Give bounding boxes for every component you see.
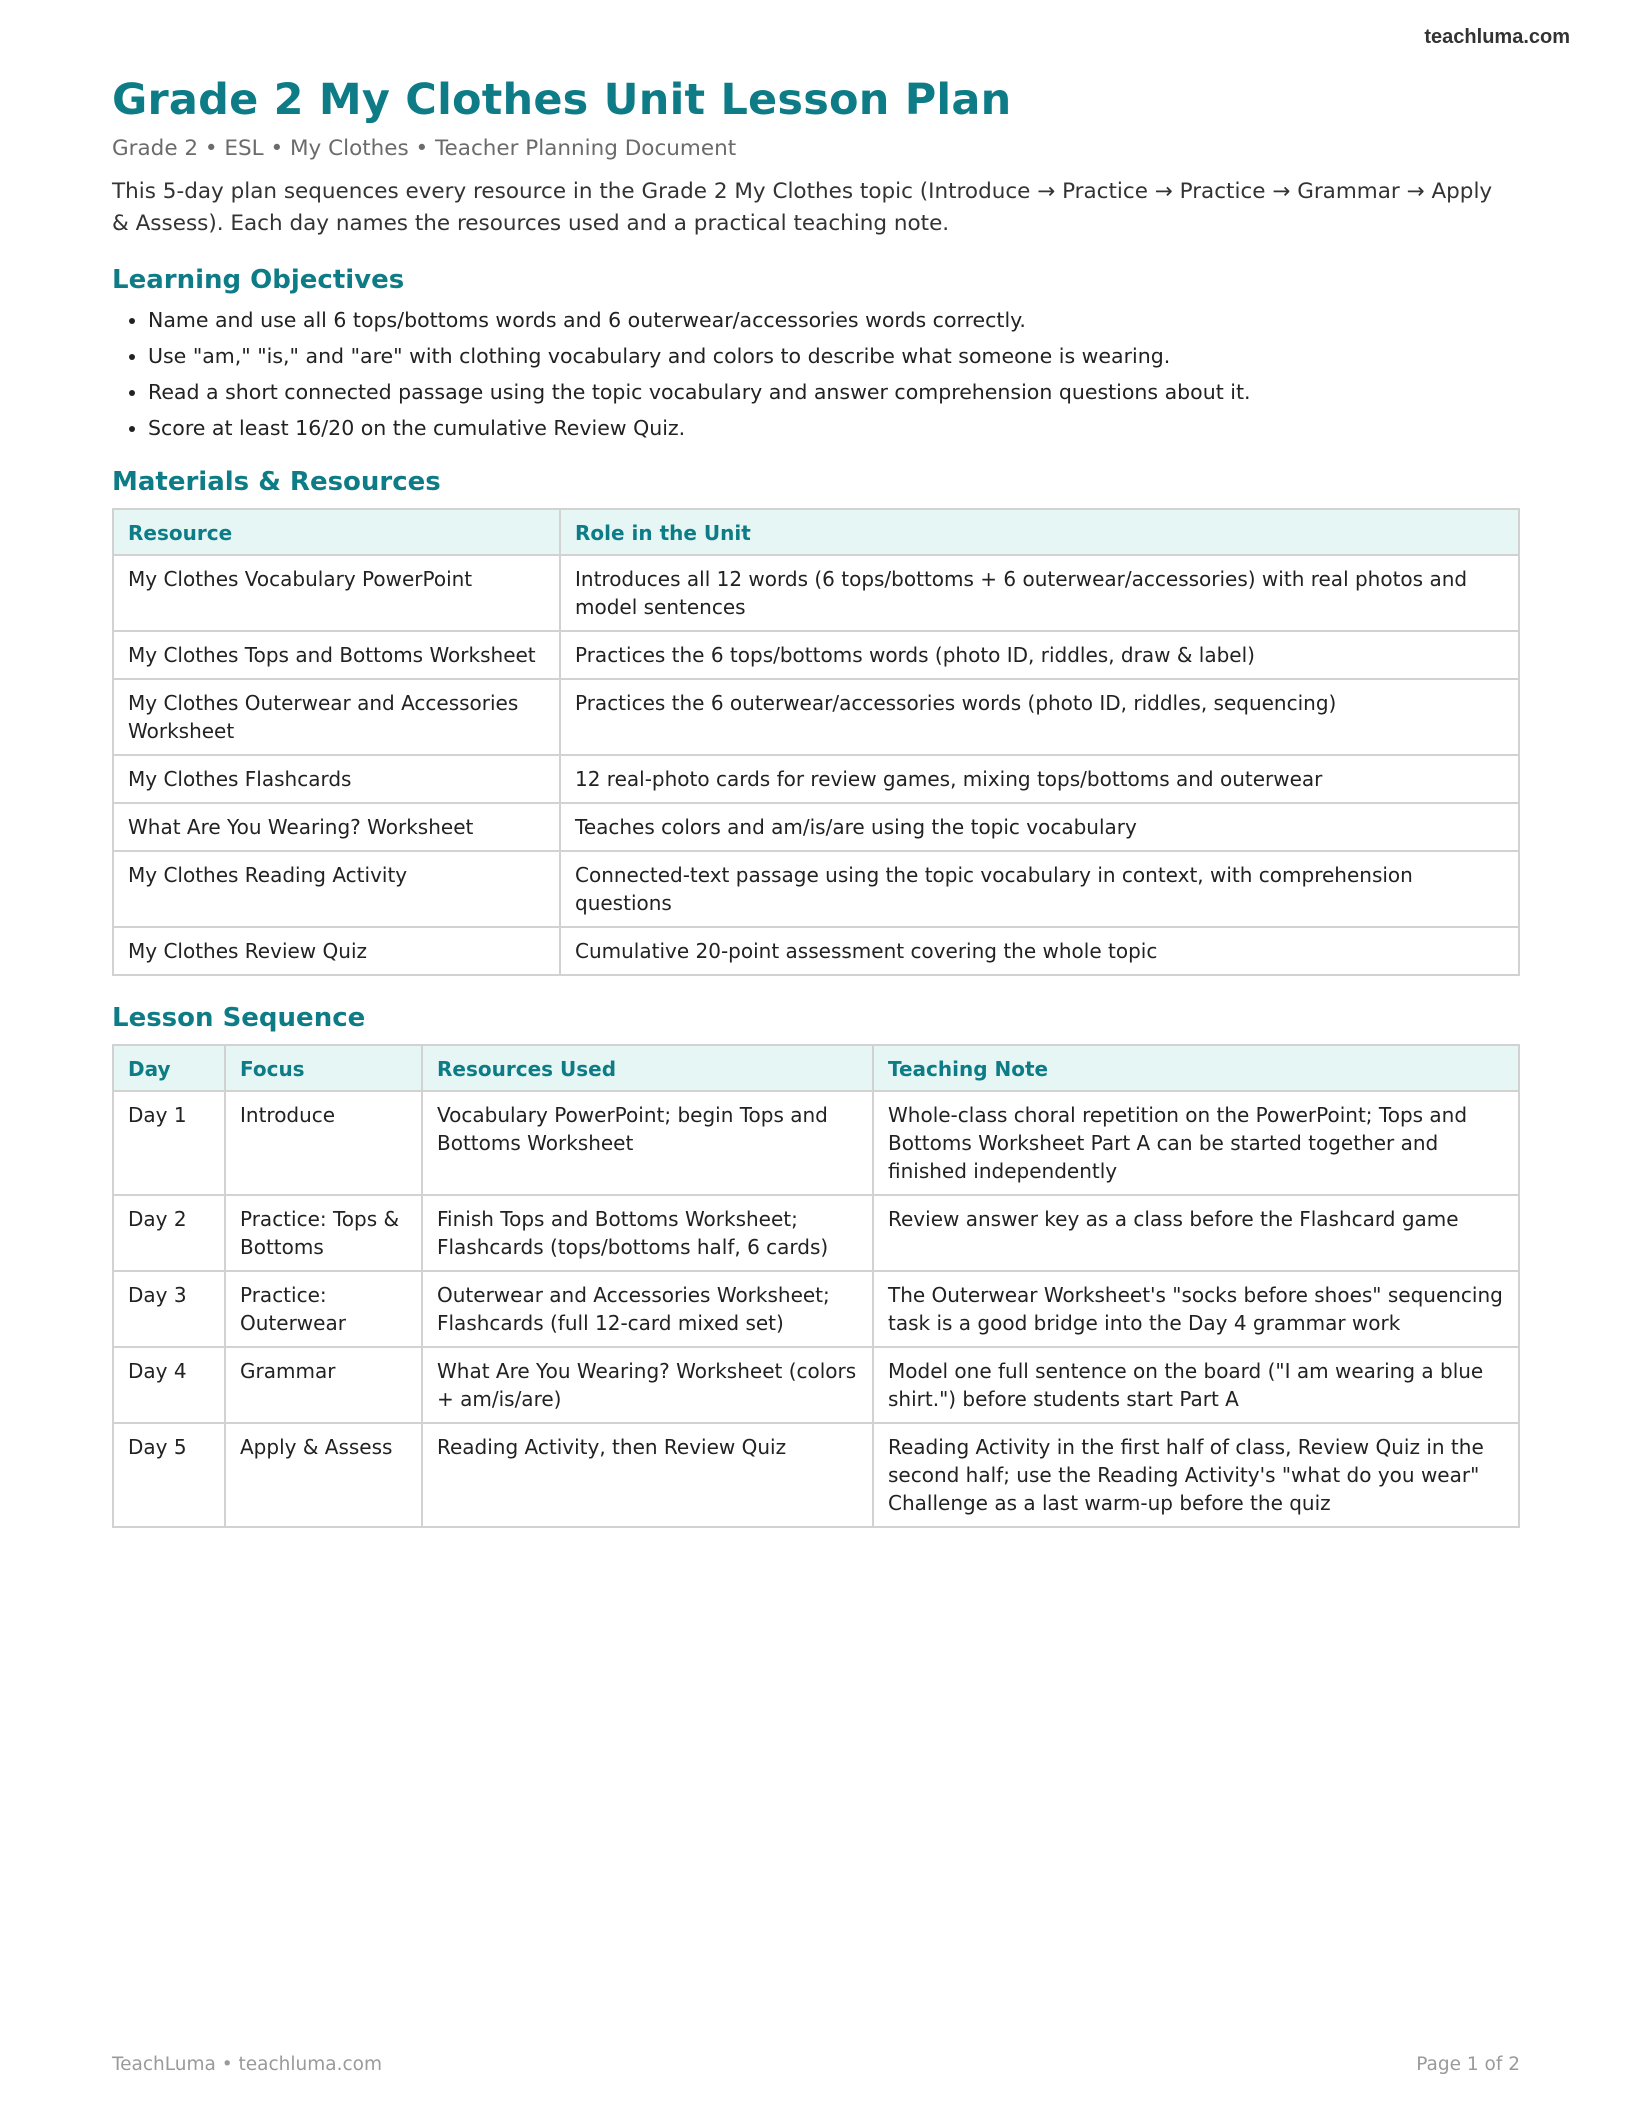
materials-section [112, 464, 1520, 976]
note-cell: Reading Activity in the first half of class, Review Quiz in the second half; use the Reading Activity's "what do you wear" Challenge as a last warm-up before the quiz [873, 1423, 1519, 1527]
objective-item: • Read a short connected passage using the topic vocabulary and answer comprehension questions about it. [148, 374, 1520, 410]
page-number: Page 1 of 2 [1416, 2054, 1520, 2075]
resource-cell: My Clothes Flashcards [113, 755, 560, 803]
focus-cell: Apply & Assess [225, 1423, 422, 1527]
column-header-resource: Resource [113, 509, 560, 555]
column-header-resources-used: Resources Used [422, 1045, 873, 1091]
focus-cell: Introduce [225, 1091, 422, 1195]
objectives-heading: Learning Objectives [112, 265, 405, 295]
column-header-day: Day [113, 1045, 225, 1091]
objectives-list [112, 302, 1520, 446]
sequence-table [112, 1044, 1520, 1528]
resources-cell: Finish Tops and Bottoms Worksheet; Flashcards (tops/bottoms half, 6 cards) [422, 1195, 873, 1271]
table-row [113, 851, 1519, 927]
column-header-teaching-note: Teaching Note [873, 1045, 1519, 1091]
site-brand: teachluma.com [1424, 26, 1570, 48]
role-cell: Practices the 6 tops/bottoms words (photo ID, riddles, draw & label) [560, 631, 1519, 679]
intro-paragraph: This 5-day plan sequences every resource in the Grade 2 My Clothes topic (Introduce → Practice → Practice → Grammar → Apply & Assess). Each day names the resources used and a practical teaching note. [112, 179, 1493, 236]
resource-cell: My Clothes Vocabulary PowerPoint [113, 555, 560, 631]
table-row [113, 803, 1519, 851]
document-page [112, 70, 1520, 1528]
table-row [113, 927, 1519, 975]
note-cell: Whole-class choral repetition on the PowerPoint; Tops and Bottoms Worksheet Part A can be started together and finished independently [873, 1091, 1519, 1195]
table-row [113, 631, 1519, 679]
focus-cell: Practice: Tops & Bottoms [225, 1195, 422, 1271]
table-row [113, 1195, 1519, 1271]
resources-cell: What Are You Wearing? Worksheet (colors + am/is/are) [422, 1347, 873, 1423]
sequence-section [112, 1000, 1520, 1528]
objective-item: • Use "am," "is," and "are" with clothing vocabulary and colors to describe what someone is wearing. [148, 338, 1520, 374]
footer-brand: TeachLuma • teachluma.com [112, 2054, 382, 2075]
resource-cell: My Clothes Reading Activity [113, 851, 560, 927]
materials-table [112, 508, 1520, 976]
objectives-section [112, 262, 1520, 446]
sequence-heading: Lesson Sequence [112, 1003, 366, 1033]
day-cell: Day 2 [113, 1195, 225, 1271]
column-header-role: Role in the Unit [560, 509, 1519, 555]
page-subtitle: Grade 2 • ESL • My Clothes • Teacher Planning Document [112, 136, 737, 161]
day-cell: Day 1 [113, 1091, 225, 1195]
table-row [113, 1423, 1519, 1527]
resource-cell: My Clothes Outerwear and Accessories Worksheet [113, 679, 560, 755]
role-cell: Cumulative 20-point assessment covering the whole topic [560, 927, 1519, 975]
table-row [113, 755, 1519, 803]
table-row [113, 555, 1519, 631]
objective-item: • Score at least 16/20 on the cumulative Review Quiz. [148, 410, 1520, 446]
column-header-focus: Focus [225, 1045, 422, 1091]
objective-item: • Name and use all 6 tops/bottoms words and 6 outerwear/accessories words correctly. [148, 302, 1520, 338]
role-cell: 12 real-photo cards for review games, mixing tops/bottoms and outerwear [560, 755, 1519, 803]
table-row [113, 1347, 1519, 1423]
table-row [113, 1271, 1519, 1347]
focus-cell: Grammar [225, 1347, 422, 1423]
day-cell: Day 3 [113, 1271, 225, 1347]
resource-cell: My Clothes Review Quiz [113, 927, 560, 975]
resource-cell: My Clothes Tops and Bottoms Worksheet [113, 631, 560, 679]
note-cell: Model one full sentence on the board ("I am wearing a blue shirt.") before students start Part A [873, 1347, 1519, 1423]
materials-heading: Materials & Resources [112, 467, 441, 497]
note-cell: Review answer key as a class before the Flashcard game [873, 1195, 1519, 1271]
role-cell: Introduces all 12 words (6 tops/bottoms + 6 outerwear/accessories) with real photos and model sentences [560, 555, 1519, 631]
resources-cell: Reading Activity, then Review Quiz [422, 1423, 873, 1527]
resource-cell: What Are You Wearing? Worksheet [113, 803, 560, 851]
resources-cell: Outerwear and Accessories Worksheet; Flashcards (full 12-card mixed set) [422, 1271, 873, 1347]
table-row [113, 1091, 1519, 1195]
table-header-row [113, 509, 1519, 555]
role-cell: Practices the 6 outerwear/accessories words (photo ID, riddles, sequencing) [560, 679, 1519, 755]
day-cell: Day 5 [113, 1423, 225, 1527]
focus-cell: Practice: Outerwear [225, 1271, 422, 1347]
day-cell: Day 4 [113, 1347, 225, 1423]
note-cell: The Outerwear Worksheet's "socks before shoes" sequencing task is a good bridge into the Day 4 grammar work [873, 1271, 1519, 1347]
resources-cell: Vocabulary PowerPoint; begin Tops and Bottoms Worksheet [422, 1091, 873, 1195]
page-title: Grade 2 My Clothes Unit Lesson Plan [112, 75, 1012, 125]
role-cell: Teaches colors and am/is/are using the topic vocabulary [560, 803, 1519, 851]
table-header-row [113, 1045, 1519, 1091]
table-row [113, 679, 1519, 755]
role-cell: Connected-text passage using the topic vocabulary in context, with comprehension questions [560, 851, 1519, 927]
